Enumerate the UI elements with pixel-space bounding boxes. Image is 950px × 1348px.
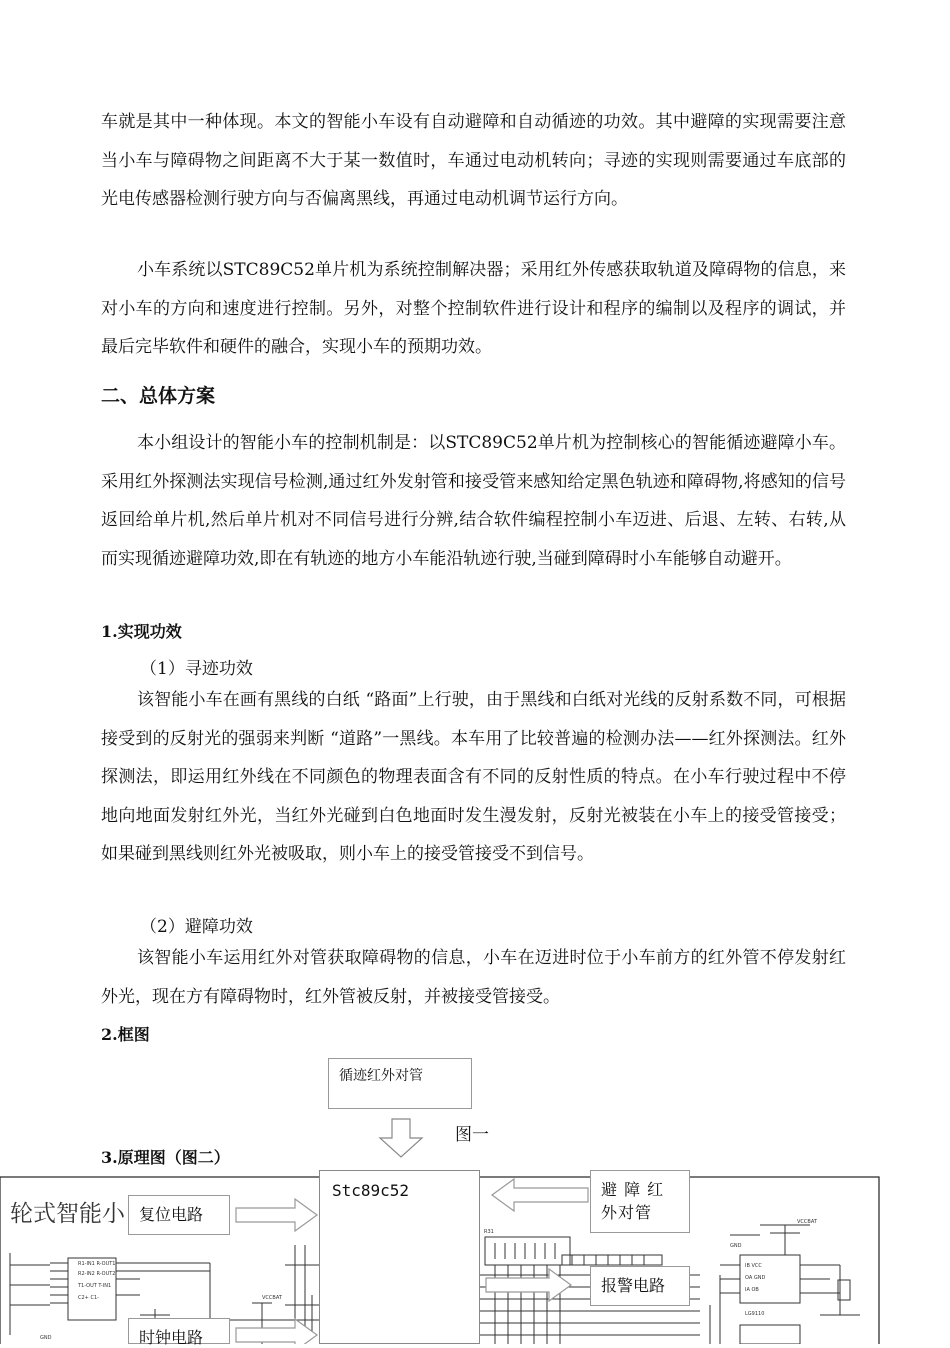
svg-text:VCCBAT: VCCBAT <box>797 1219 817 1225</box>
mcu-box: Stc89c52 <box>319 1170 480 1344</box>
svg-text:T1-OUT T-IN1: T1-OUT T-IN1 <box>78 1283 112 1289</box>
alarm-arrow-icon <box>485 1268 575 1302</box>
svg-text:OA GND: OA GND <box>745 1275 766 1281</box>
down-arrow-icon <box>378 1118 424 1158</box>
schematic-title: 轮式智能小 <box>10 1201 125 1227</box>
svg-text:LG9110: LG9110 <box>745 1311 765 1317</box>
subheading-block-diagram: 2.框图 <box>101 1025 150 1044</box>
obstacle-sensor-box: 避 障 红 外对管 <box>590 1170 690 1233</box>
right-arrow-icon <box>235 1198 319 1232</box>
svg-text:GND: GND <box>730 1243 742 1249</box>
alarm-circuit-box: 报警电路 <box>590 1266 690 1306</box>
svg-text:IA OB: IA OB <box>745 1287 759 1293</box>
subheading-functions: 1.实现功效 <box>101 622 182 641</box>
avoidance-paragraph: 该智能小车运用红外对管获取障碍物的信息，小车在迈进时位于小车前方的红外管不停发射红外光，现在方有障碍物时，红外管被反射，并被接受管接受。 <box>101 948 846 1007</box>
clock-arrow-icon <box>235 1318 319 1344</box>
tracking-sensor-box: 循迹红外对管 <box>328 1058 472 1109</box>
svg-text:R31: R31 <box>484 1229 494 1235</box>
subheading-schematic: 3.原理图（图二） <box>101 1148 230 1167</box>
subheading-avoidance: （2）避障功效 <box>140 917 253 937</box>
reset-circuit-box: 复位电路 <box>128 1195 230 1235</box>
svg-text:IB VCC: IB VCC <box>745 1263 762 1269</box>
svg-text:R2-IN2 R-OUT2: R2-IN2 R-OUT2 <box>78 1271 116 1277</box>
svg-text:R1-IN1 R-OUT1: R1-IN1 R-OUT1 <box>78 1261 116 1267</box>
tracking-paragraph: 该智能小车在画有黑线的白纸 “路面”上行驶，由于黑线和白纸对光线的反射系数不同，可根据接受到的反射光的强弱来判断 “道路”一黑线。本车用了比较普遍的检测办法——红外探测法。红外探测法，即运用红外线在不同颜色的物理表面含有不同的反射性质的特点。在小车行驶过程中不停地向地面发射红外光，当红外光碰到白色地面时发生漫发射，反射光被装在小车上的接受管接受；如果碰到黑线则红外光被吸取，则小车上的接受管接受不到信号。 <box>101 690 846 864</box>
svg-text:GND: GND <box>40 1335 52 1341</box>
section-heading-overview: 二、总体方案 <box>101 385 216 407</box>
subheading-tracking: （1）寻迹功效 <box>140 659 253 679</box>
clock-circuit-box: 时钟电路 <box>128 1318 230 1344</box>
overview-paragraph: 本小组设计的智能小车的控制机制是：以STC89C52单片机为控制核心的智能循迹避障小车。采用红外探测法实现信号检测,通过红外发射管和接受管来感知给定黑色轨迹和障碍物,将感知的信号返回给单片机,然后单片机对不同信号进行分辨,结合软件编程控制小车迈进、后退、左转、右转,从而实现循迹避障功效,即在有轨迹的地方小车能沿轨迹行驶,当碰到障碍时小车能够自动避开。 <box>101 433 846 569</box>
intro-paragraph-1: 车就是其中一种体现。本文的智能小车设有自动避障和自动循迹的功效。其中避障的实现需要注意当小车与障碍物之间距离不大于某一数值时，车通过电动机转向；寻迹的实现则需要通过车底部的光电传感器检测行驶方向与否偏离黑线，再通过电动机调节运行方向。 <box>101 112 846 209</box>
svg-text:VCCBAT: VCCBAT <box>262 1295 282 1301</box>
left-arrow-icon <box>490 1178 590 1212</box>
svg-text:C2+ C1-: C2+ C1- <box>78 1295 99 1301</box>
figure-1-caption: 图一 <box>455 1125 489 1145</box>
intro-paragraph-2: 小车系统以STC89C52单片机为系统控制解决器；采用红外传感获取轨道及障碍物的信息，来对小车的方向和速度进行控制。另外，对整个控制软件进行设计和程序的编制以及程序的调试，并最后完毕软件和硬件的融合，实现小车的预期功效。 <box>101 260 846 357</box>
